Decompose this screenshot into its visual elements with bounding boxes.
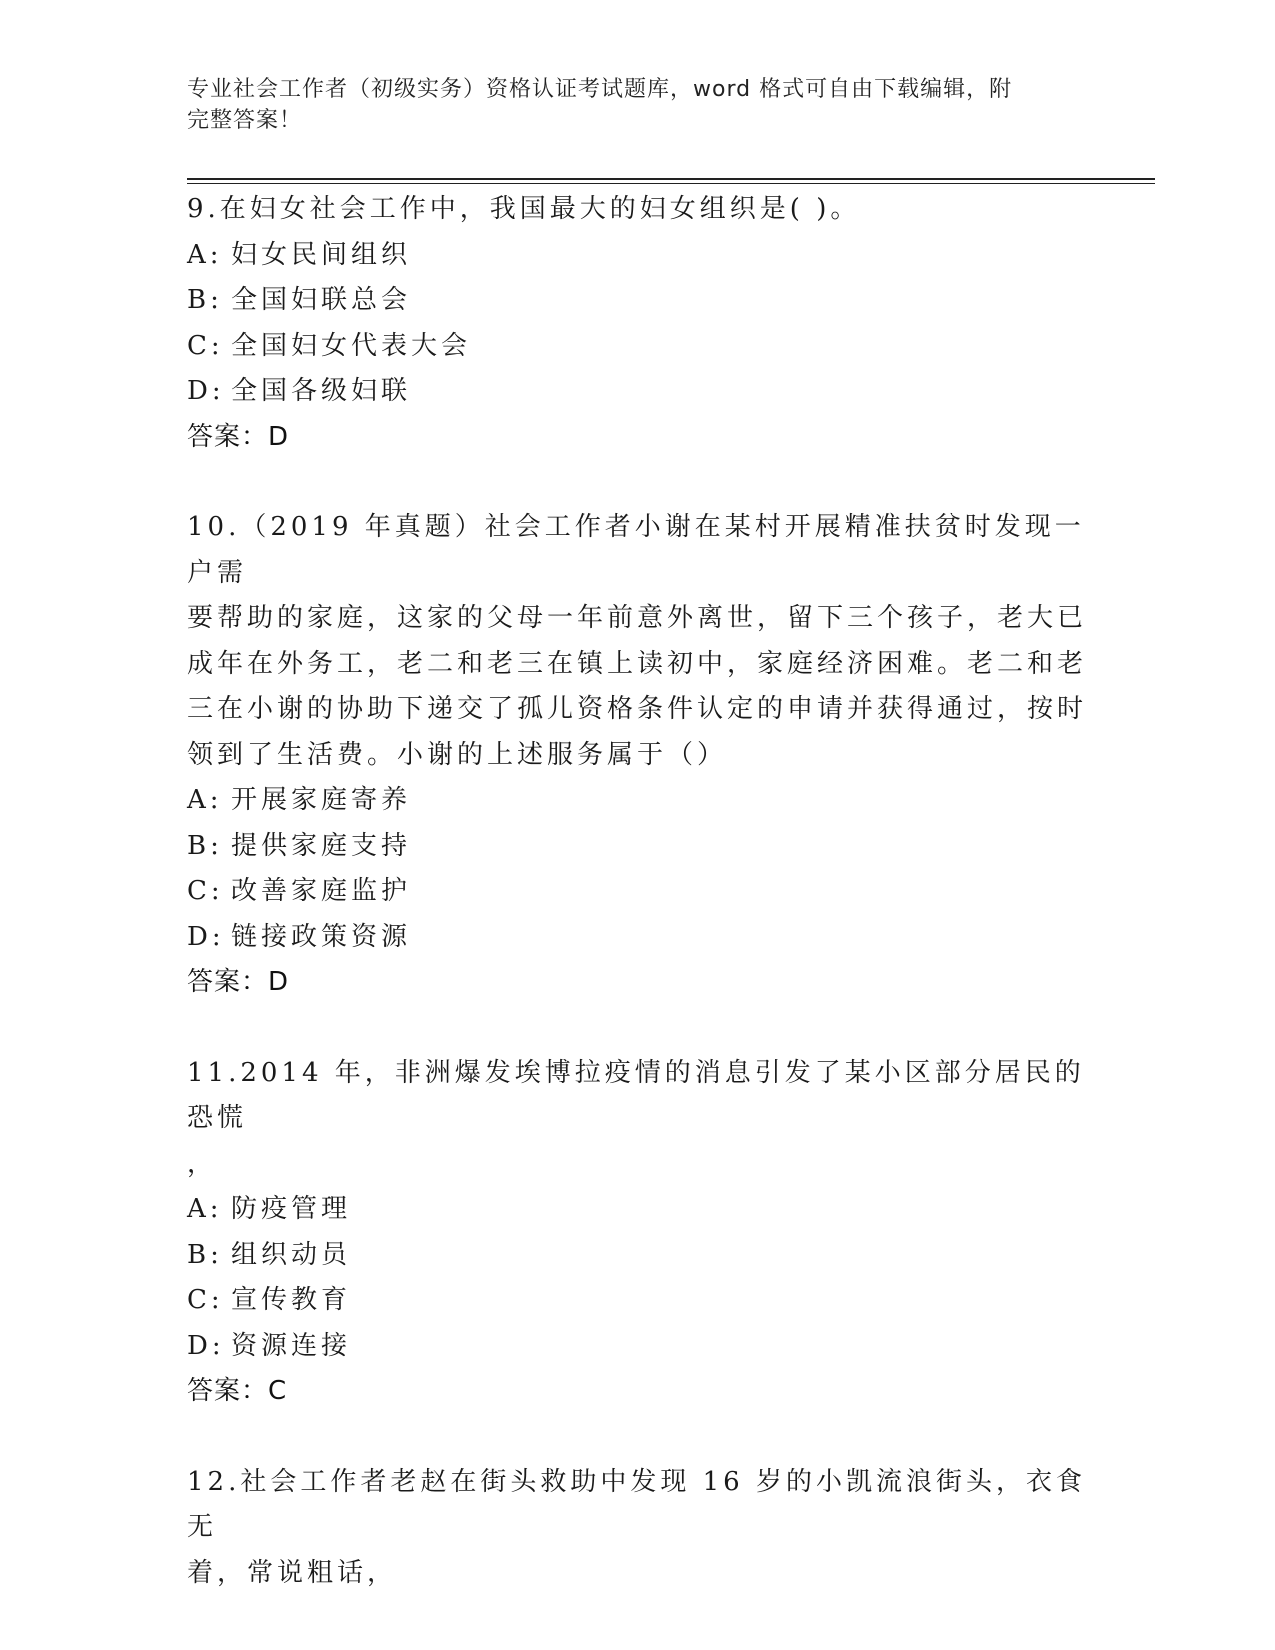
option-letter: C: (187, 876, 224, 906)
option-letter: C: (187, 1285, 224, 1315)
option-c (187, 1278, 1087, 1324)
option-letter: D: (187, 376, 225, 406)
question-stem-line: 着，常说粗话， (187, 1557, 398, 1588)
option-c (187, 869, 1087, 915)
option-b (187, 824, 1087, 870)
option-text: 全国妇女代表大会 (231, 330, 472, 361)
option-d (187, 369, 1087, 415)
spacer (187, 1415, 1087, 1460)
option-text: 提供家庭支持 (231, 830, 412, 861)
question-stem-line: 领到了生活费。小谢的上述服务属于（） (187, 739, 728, 770)
question-list (187, 187, 1087, 1596)
question-stem-line: 9.在妇女社会工作中，我国最大的妇女组织是( )。 (187, 194, 861, 224)
spacer (187, 1006, 1087, 1051)
question-stem-line: 12.社会工作者老赵在街头救助中发现 16 岁的小凯流浪街头，衣食无 (187, 1466, 1086, 1542)
option-a (187, 233, 1087, 279)
option-d (187, 915, 1087, 961)
question-stem-line: ， (187, 1148, 218, 1179)
question-stem-line: 三在小谢的协助下递交了孤儿资格条件认定的申请并获得通过，按时 (187, 694, 1088, 724)
question-11 (187, 1051, 1087, 1415)
document-header (187, 74, 1067, 136)
header-divider-thick (187, 178, 1155, 180)
option-text: 链接政策资源 (231, 921, 412, 952)
question-9 (187, 187, 1087, 460)
option-text: 组织动员 (231, 1239, 352, 1270)
option-letter: B: (187, 285, 223, 315)
option-a (187, 778, 1087, 824)
option-letter: C: (187, 330, 224, 361)
answer-line: 答案：D (187, 967, 290, 997)
header-line-1: 专业社会工作者（初级实务）资格认证考试题库，word 格式可自由下载编辑，附 (187, 77, 1013, 102)
answer-line: 答案：C (187, 1376, 288, 1406)
question-stem-line: 成年在外务工，老二和老三在镇上读初中，家庭经济困难。老二和老 (187, 648, 1088, 679)
option-letter: D: (187, 1330, 225, 1361)
option-text: 宣传教育 (231, 1285, 352, 1315)
option-letter: B: (187, 830, 223, 861)
option-text: 全国各级妇联 (231, 376, 412, 406)
spacer (187, 460, 1087, 505)
option-letter: A: (187, 239, 223, 270)
question-stem-line: 11.2014 年，非洲爆发埃博拉疫情的消息引发了某小区部分居民的恐慌 (187, 1057, 1085, 1133)
question-stem-line: 10.（2019 年真题）社会工作者小谢在某村开展精准扶贫时发现一户需 (187, 512, 1085, 588)
header-line-2: 完整答案！ (187, 108, 303, 133)
option-letter: D: (187, 921, 225, 952)
answer-line: 答案：D (187, 421, 290, 452)
option-text: 防疫管理 (231, 1194, 352, 1224)
question-12 (187, 1460, 1087, 1597)
option-letter: A: (187, 785, 223, 815)
option-b (187, 1233, 1087, 1279)
option-letter: B: (187, 1239, 223, 1270)
option-text: 全国妇联总会 (231, 285, 412, 315)
option-text: 改善家庭监护 (231, 876, 412, 906)
option-c (187, 324, 1087, 370)
option-letter: A: (187, 1194, 223, 1224)
header-divider-thin (187, 183, 1155, 184)
option-d (187, 1324, 1087, 1370)
option-text: 开展家庭寄养 (231, 785, 412, 815)
option-b (187, 278, 1087, 324)
option-a (187, 1187, 1087, 1233)
question-stem-line: 要帮助的家庭，这家的父母一年前意外离世，留下三个孩子，老大已 (187, 603, 1088, 633)
option-text: 妇女民间组织 (231, 239, 412, 270)
question-10 (187, 505, 1087, 1006)
option-text: 资源连接 (231, 1330, 352, 1361)
